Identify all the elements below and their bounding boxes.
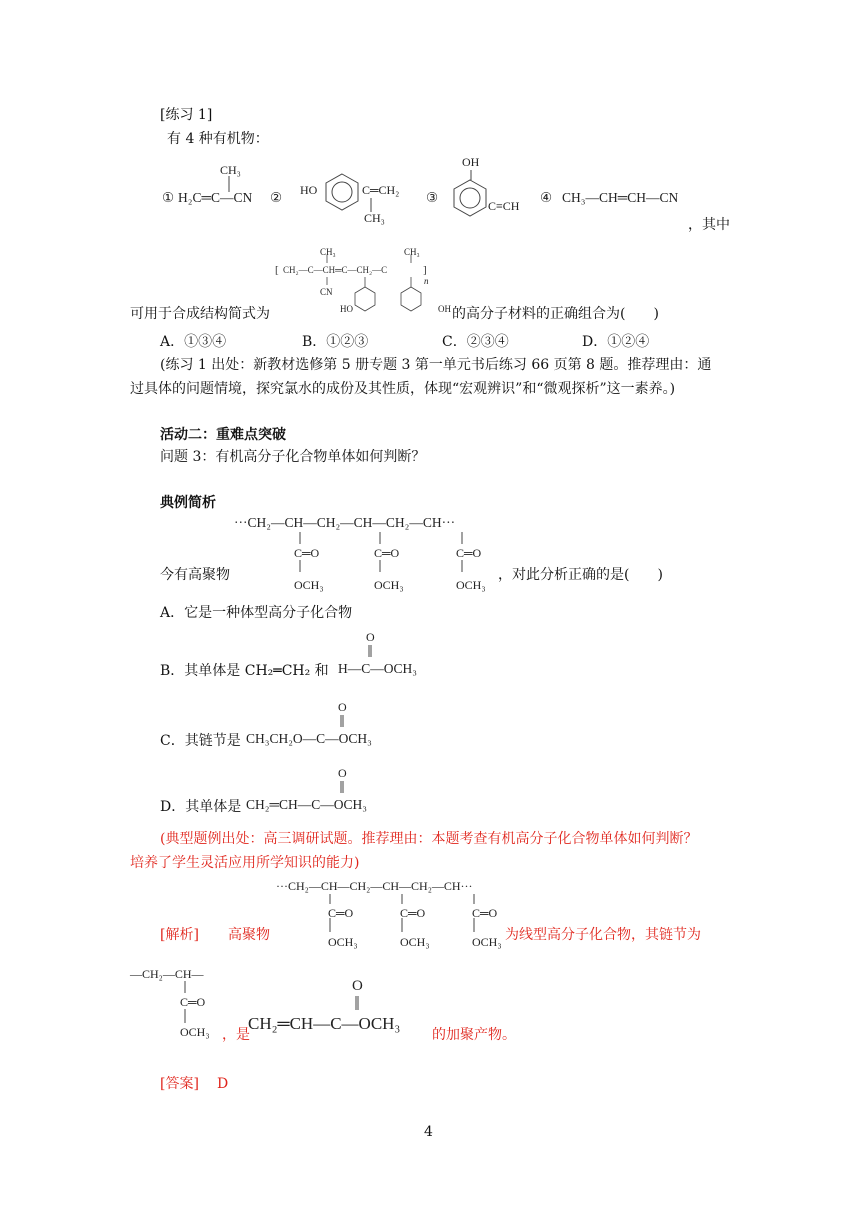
compound-1-formula: H₂C═C—CN <box>178 190 253 205</box>
svg-text:]: ] <box>423 264 427 276</box>
example-co-2: C═O <box>374 546 400 560</box>
exercise-ending: ，其中 <box>688 217 730 233</box>
example-option-d-double-bond <box>340 781 344 793</box>
example-option-b-label: B．其单体是 CH₂═CH₂ 和 <box>160 663 329 679</box>
compound-2-bond <box>370 198 372 212</box>
page-number: 4 <box>424 1124 433 1140</box>
exercise-prompt-end: 的高分子材料的正确组合为( ) <box>452 306 659 322</box>
example-polymer-chain: ···CH₂—CH—CH₂—CH—CH₂—CH··· <box>234 515 456 530</box>
compound-4-number: ④ <box>540 190 553 205</box>
compound-3-oh: OH <box>462 155 480 169</box>
answer-value: D <box>217 1076 229 1092</box>
analysis-unit-chain: —CH₂—CH— <box>130 967 204 981</box>
example-stem-end: ，对此分析正确的是( ) <box>498 567 663 583</box>
svg-text:[: [ <box>275 264 279 276</box>
compound-2-number: ② <box>270 190 283 205</box>
example-source-line2: 培养了学生灵活应用所学知识的能力) <box>130 855 360 871</box>
example-option-b-double-bond <box>368 645 372 657</box>
analysis-is: ，是 <box>222 1027 250 1043</box>
analysis-chain-bonds <box>280 894 580 954</box>
example-stem-start: 今有高聚物 <box>160 567 230 583</box>
exercise-source-line1: (练习 1 出处：新教材选修第 5 册专题 3 第一单元书后练习 66 页第 8 题。推荐理由：通 <box>160 357 712 373</box>
example-option-d-o: O <box>338 766 347 780</box>
compound-3-chain: C≡CH <box>488 199 520 213</box>
polymer-oh-right: OH <box>438 304 451 314</box>
compound-3-number: ③ <box>426 190 439 205</box>
analysis-co-1: C═O <box>328 906 354 920</box>
option-b: B．①②③ <box>302 334 369 350</box>
polymer-n: n <box>424 276 429 286</box>
exercise-header: [练习 1] <box>160 107 213 123</box>
analysis-co-3: C═O <box>472 906 498 920</box>
analysis-unit-co: C═O <box>180 995 206 1009</box>
analysis-end: 的加聚产物。 <box>432 1027 516 1043</box>
polymer-methyl-left: CH₃ <box>320 247 336 257</box>
benzene-ring-icon <box>322 172 362 212</box>
option-d: D．①②④ <box>582 334 650 350</box>
analysis-mid: 为线型高分子化合物，其链节为 <box>505 927 701 943</box>
example-option-a: A．它是一种体型高分子化合物 <box>160 605 353 621</box>
analysis-och3-3: OCH₃ <box>472 935 502 949</box>
analysis-monomer: CH₂═CH—C—OCH₃ <box>248 1014 401 1033</box>
activity-title: 活动二：重难点突破 <box>160 427 286 443</box>
analysis-unit-och3: OCH₃ <box>180 1025 210 1039</box>
polymer-cn: CN <box>320 287 333 297</box>
analysis-monomer-double-bond <box>355 996 359 1010</box>
example-och3-1: OCH₃ <box>294 578 324 592</box>
compound-1-methyl: CH₃ <box>220 163 241 177</box>
example-co-1: C═O <box>294 546 320 560</box>
example-option-d-struct: CH₂═CH—C—OCH₃ <box>246 797 367 812</box>
option-c: C．②③④ <box>442 334 509 350</box>
analysis-intro: 高聚物 <box>228 927 270 943</box>
example-option-c-double-bond <box>340 715 344 727</box>
compound-2-methyl: CH₃ <box>364 211 385 225</box>
analysis-och3-1: OCH₃ <box>328 935 358 949</box>
example-option-c-label: C．其链节是 <box>160 733 241 749</box>
activity-question: 问题 3：有机高分子化合物单体如何判断？ <box>160 449 426 465</box>
benzene-ring-icon <box>450 178 490 218</box>
option-a: A．①③④ <box>160 334 227 350</box>
example-option-d-label: D．其单体是 <box>160 799 242 815</box>
compound-1-number: ① <box>162 190 175 205</box>
analysis-label: [解析] <box>160 927 199 943</box>
example-option-b-o: O <box>366 630 375 644</box>
compound-2-chain: C═CH₂ <box>362 183 400 197</box>
analysis-monomer-o: O <box>352 978 363 994</box>
example-option-c-o: O <box>338 700 347 714</box>
exercise-prompt-start: 可用于合成结构简式为 <box>130 306 270 322</box>
analysis-chain: ···CH₂—CH—CH₂—CH—CH₂—CH··· <box>276 879 473 893</box>
compound-2-ho: HO <box>300 183 318 197</box>
example-och3-3: OCH₃ <box>456 578 486 592</box>
compound-4-formula: CH₃—CH═CH—CN <box>562 190 679 205</box>
polymer-ho-left: HO <box>340 304 353 314</box>
example-och3-2: OCH₃ <box>374 578 404 592</box>
answer-label: [答案] <box>160 1076 199 1092</box>
analysis-och3-2: OCH₃ <box>400 935 430 949</box>
analysis-co-2: C═O <box>400 906 426 920</box>
exercise-intro: 有 4 种有机物： <box>167 131 269 147</box>
exercise-source-line2: 过具体的问题情境，探究氯水的成份及其性质，体现“宏观辨识”和“微观探析”这一素养。) <box>130 381 676 397</box>
polymer-methyl-right: CH₃ <box>404 247 420 257</box>
example-title: 典例简析 <box>160 495 216 511</box>
example-co-3: C═O <box>456 546 482 560</box>
example-source-line1: (典型题例出处：高三调研试题。推荐理由：本题考查有机高分子化合物单体如何判断？ <box>160 831 698 847</box>
example-option-b-struct: H—C—OCH₃ <box>338 661 417 676</box>
example-option-c-struct: CH₃CH₂O—C—OCH₃ <box>246 731 372 746</box>
svg-text:CH₂—C—CH═C—CH₂—C: CH₂—C—CH═C—CH₂—C <box>283 265 388 275</box>
